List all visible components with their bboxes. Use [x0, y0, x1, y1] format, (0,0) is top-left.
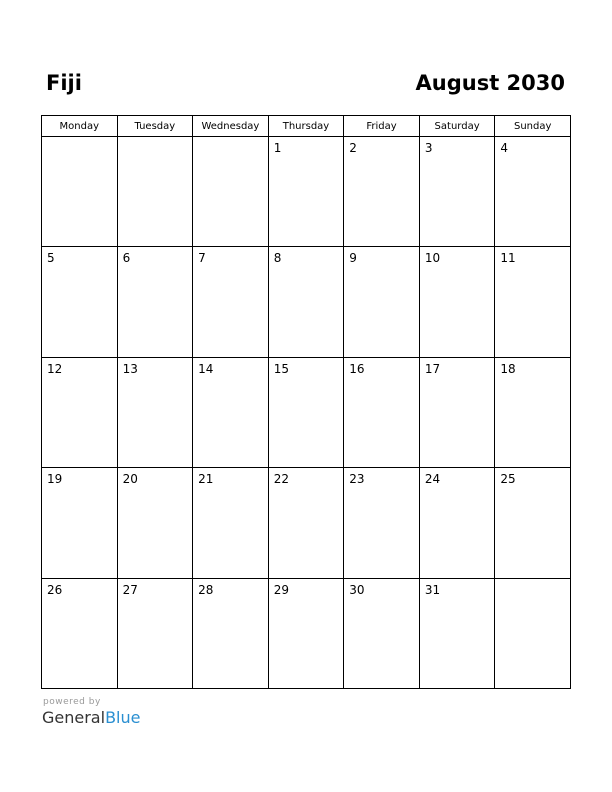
day-number: 20	[122, 472, 138, 487]
day-number	[193, 137, 268, 141]
day-number: 18	[500, 361, 516, 376]
day-cell	[117, 247, 193, 357]
week-row	[42, 247, 571, 357]
weekday-sunday: Sunday	[495, 116, 571, 137]
day-cell	[495, 247, 571, 357]
day-number: 7	[198, 251, 206, 266]
week-row	[42, 468, 571, 578]
day-number: 12	[47, 361, 63, 376]
day-number: 19	[47, 472, 63, 487]
generalblue-logo	[42, 708, 140, 727]
day-cell	[344, 247, 420, 357]
day-number	[495, 579, 570, 583]
day-number	[118, 137, 193, 141]
day-number: 15	[273, 361, 289, 376]
day-cell	[344, 468, 420, 578]
day-cell	[42, 357, 118, 467]
weekday-tuesday: Tuesday	[117, 116, 193, 137]
day-cell	[344, 357, 420, 467]
day-number: 1	[273, 141, 282, 155]
calendar-country: Fiji	[46, 71, 82, 95]
day-number	[42, 137, 117, 141]
day-number: 3	[424, 141, 433, 155]
day-number: 25	[500, 472, 516, 487]
weekday-saturday: Saturday	[419, 116, 495, 137]
day-cell	[42, 247, 118, 357]
day-cell	[117, 468, 193, 578]
day-cell	[268, 247, 344, 357]
day-cell	[419, 247, 495, 357]
day-number: 6	[122, 251, 131, 266]
day-cell	[193, 247, 269, 357]
day-cell	[42, 137, 118, 247]
day-number: 5	[47, 251, 55, 266]
day-number: 16	[349, 361, 365, 376]
day-cell	[117, 578, 193, 688]
day-cell	[117, 137, 193, 247]
calendar-grid	[41, 115, 571, 689]
day-cell	[495, 357, 571, 467]
day-number: 27	[122, 582, 138, 597]
day-cell	[193, 468, 269, 578]
week-row	[42, 578, 571, 688]
day-number: 4	[500, 141, 509, 155]
weekday-header-row	[42, 116, 571, 137]
day-cell	[268, 357, 344, 467]
day-number: 30	[349, 582, 365, 597]
day-number: 8	[273, 251, 282, 266]
day-cell	[419, 137, 495, 247]
powered-by-label: powered by	[43, 697, 101, 707]
week-row	[42, 137, 571, 247]
day-number: 14	[198, 361, 214, 376]
day-number: 31	[424, 582, 441, 597]
day-cell	[117, 357, 193, 467]
day-number: 22	[273, 472, 289, 487]
day-number: 2	[349, 141, 357, 155]
day-number: 10	[424, 251, 441, 266]
day-cell	[193, 357, 269, 467]
weekday-monday: Monday	[42, 116, 118, 137]
day-cell	[193, 137, 269, 247]
day-number: 23	[349, 472, 365, 487]
day-cell	[193, 578, 269, 688]
day-cell	[268, 578, 344, 688]
day-cell	[268, 468, 344, 578]
brand-part-blue: Blue	[105, 708, 141, 727]
day-cell	[268, 137, 344, 247]
day-number: 17	[424, 361, 441, 376]
day-number: 26	[47, 582, 63, 597]
day-cell	[495, 137, 571, 247]
calendar-month-year: August 2030	[415, 71, 565, 95]
weekday-wednesday: Wednesday	[193, 116, 269, 137]
day-number: 28	[198, 582, 214, 597]
day-number: 24	[424, 472, 441, 487]
day-number: 13	[122, 361, 138, 376]
day-cell	[495, 468, 571, 578]
brand-part-general: General	[42, 708, 106, 727]
weekday-friday: Friday	[344, 116, 420, 137]
day-number: 9	[349, 251, 357, 266]
week-row	[42, 357, 571, 467]
day-number: 29	[273, 582, 289, 597]
day-cell	[495, 578, 571, 688]
day-number: 21	[198, 472, 214, 487]
day-cell	[344, 137, 420, 247]
day-cell	[419, 468, 495, 578]
day-cell	[344, 578, 420, 688]
day-cell	[42, 468, 118, 578]
day-cell	[419, 357, 495, 467]
weekday-thursday: Thursday	[268, 116, 344, 137]
day-number: 11	[500, 251, 516, 266]
day-cell	[419, 578, 495, 688]
day-cell	[42, 578, 118, 688]
